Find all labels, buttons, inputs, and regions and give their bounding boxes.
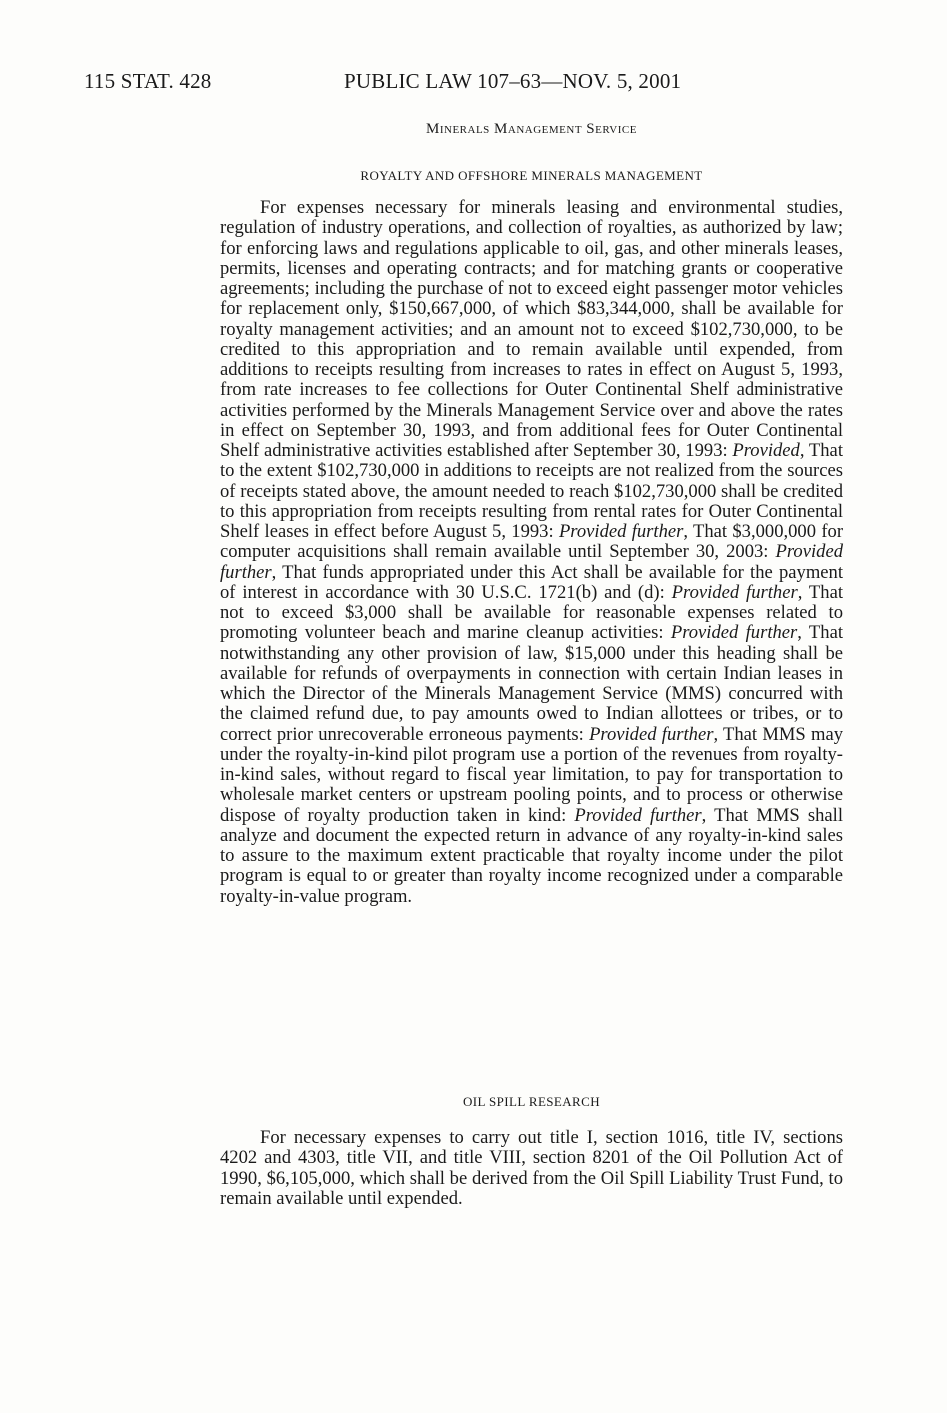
text-run: , That not to exceed $3,000 shall be available for reasonable expenses related to promoting volunteer beach and marine cleanup activities: xyxy=(220,581,843,644)
paragraph-royalty-management xyxy=(220,198,843,907)
proviso-italic: Provided further xyxy=(574,804,702,826)
agency-heading: Minerals Management Service xyxy=(426,121,637,137)
proviso-italic: Provided xyxy=(732,440,800,461)
paragraph-oil-spill-research: For necessary expenses to carry out title I, section 1016, title IV, sections 4202 and 4303, title VII, and title VIII, section 8201 of the Oil Pollution Act of 1990, $6,105,000, which shall be derived from the Oil Spill Liability Trust Fund, to remain available until expended. xyxy=(220,1127,843,1209)
proviso-italic: Provided further xyxy=(558,521,684,542)
text-run: , That notwithstanding any other provision of law, $15,000 under this heading shall be available for refunds of overpayments in connection with certain Indian leases in which the Director of the Minerals Management Service (MMS) concurred with the claimed refund due, to pay amounts owed to Indian allottees or tribes, or to correct prior unrecoverable erroneous payments: xyxy=(220,622,843,745)
section-heading-royalty: ROYALTY AND OFFSHORE MINERALS MANAGEMENT xyxy=(360,168,703,183)
text-run: , That MMS may under the royalty-in-kind pilot program use a portion of the revenues from royalty-in-kind sales, without regard to fiscal year limitation, to pay for transportation to wholesale market centers or upstream pooling points, and to process or otherwise dispose of royalty production taken in kind: xyxy=(220,723,844,826)
public-law-title: PUBLIC LAW 107–63—NOV. 5, 2001 xyxy=(344,69,682,93)
statute-page-reference: 115 STAT. 428 xyxy=(84,69,212,93)
proviso-italic: Provided further xyxy=(671,581,798,603)
proviso-italic: Provided further xyxy=(589,723,714,745)
section-heading-oil-spill: OIL SPILL RESEARCH xyxy=(463,1094,600,1109)
proviso-italic: Provided further xyxy=(670,622,798,644)
text-run: , That $3,000,000 for computer acquisitions shall remain available until September 30, 2003: xyxy=(220,521,844,563)
text-run: , That funds appropriated under this Act shall be available for the payment of interest in accordance with 30 U.S.C. 1721(b) and (d): xyxy=(220,561,843,603)
proviso-italic: Provided further xyxy=(220,541,843,583)
text-run: For expenses necessary for minerals leasing and environmental studies, regulation of industry operations, and collection of royalties, as authorized by law; for enforcing laws and regulations applicable to oil, gas, and other minerals leases, permits, licenses and operating contracts; and for matching grants or cooperative agreements; including the purchase of not to exceed eight passenger motor vehicles for replacement only, $150,667,000, of which $83,344,000, shall be available for royalty management activities; and an amount not to exceed $102,730,000, to be credited to this appropriation and to remain available until expended, from additions to receipts resulting from increases to rates in effect on August 5, 1993, from rate increases to fee collections for Outer Continental Shelf administrative activities performed by the Minerals Management Service over and above the rates in effect on September 30, 1993, and from additional fees for Outer Continental Shelf administrative activities established after September 30, 1993: xyxy=(220,197,843,461)
text-run: , That to the extent $102,730,000 in additions to receipts are not realized from the sources of receipts stated above, the amount needed to reach $102,730,000 shall be credited to this appropriation from receipts resulting from rental rates for Outer Continental Shelf leases in effect before August 5, 1993: xyxy=(220,440,843,542)
text-run: , That MMS shall analyze and document the expected return in advance of any royalty-in-kind sales to assure to the maximum extent practicable that royalty income under the pilot program is equal to or greater than royalty income recognized under a comparable royalty-in-value program. xyxy=(220,804,843,907)
